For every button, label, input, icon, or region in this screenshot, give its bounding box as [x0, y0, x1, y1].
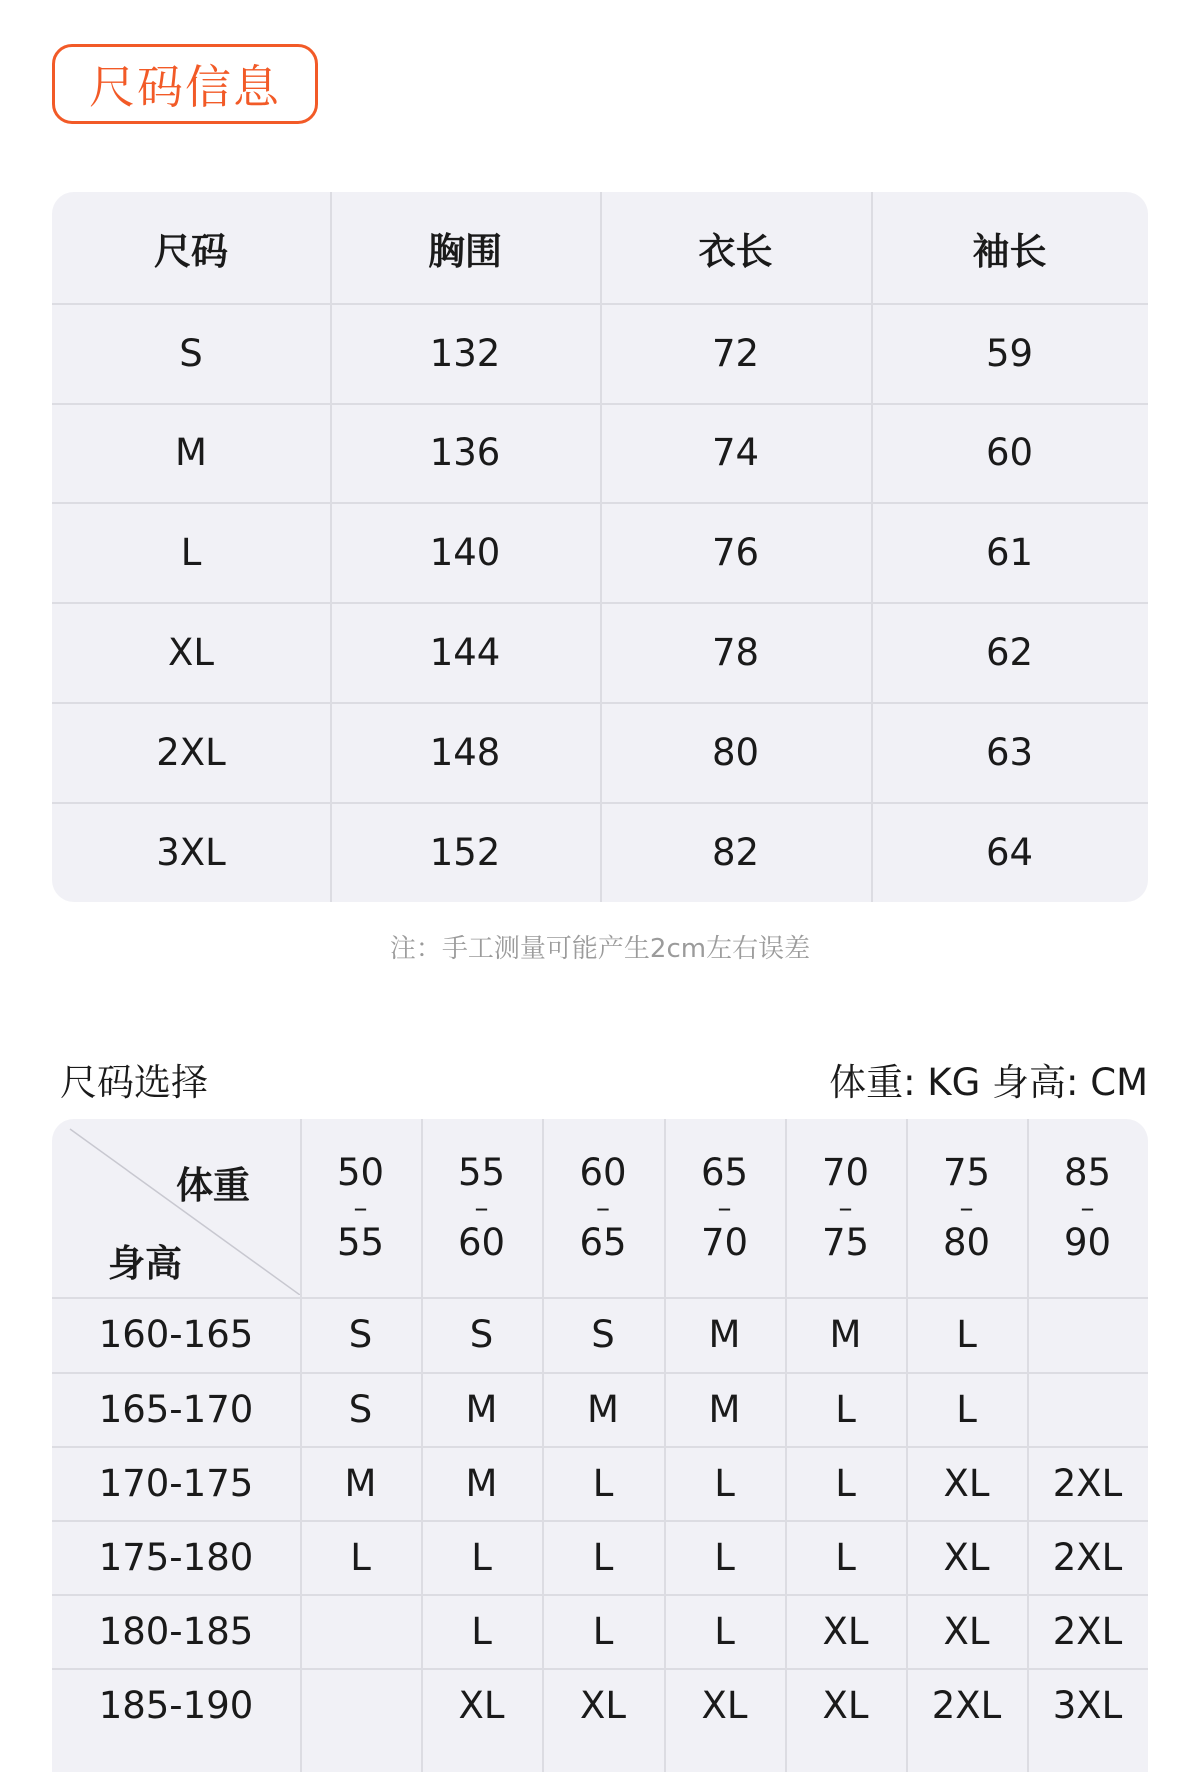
size-cell: XL: [943, 1609, 990, 1653]
table-cell: 60: [985, 431, 1034, 474]
size-cell: S: [469, 1313, 494, 1356]
size-cell: [300, 1594, 421, 1668]
table-cell: 144: [429, 630, 501, 674]
table-cell: 59: [985, 331, 1034, 375]
table-cell: 64: [985, 830, 1034, 874]
weight-range-to: 75: [821, 1221, 870, 1264]
weight-range-header: [664, 1119, 785, 1297]
weight-range-to: 65: [579, 1221, 627, 1264]
column-header: 胸围: [428, 229, 502, 273]
table-cell: M: [175, 431, 207, 474]
size-cell: XL: [701, 1683, 748, 1727]
weight-range-header: [421, 1119, 542, 1297]
weight-range-header: [300, 1119, 421, 1297]
size-cell: M: [587, 1387, 619, 1431]
size-cell: [1027, 1372, 1148, 1446]
table-cell: 72: [711, 331, 760, 375]
weight-range-to: 90: [1063, 1221, 1112, 1264]
weight-range-sep: –: [596, 1191, 610, 1224]
table-cell: 63: [985, 730, 1034, 774]
weight-range-from: 50: [336, 1151, 385, 1194]
size-cell: L: [956, 1387, 977, 1431]
size-cell: M: [465, 1461, 498, 1505]
size-cell: M: [829, 1313, 862, 1356]
size-cell: [1027, 1297, 1148, 1372]
size-select-units: 体重: KG 身高: CM: [829, 1061, 1148, 1104]
size-info-table: [52, 192, 1148, 902]
size-cell: L: [592, 1535, 614, 1579]
corner-weight-label: 体重: [176, 1164, 250, 1207]
table-cell: 3XL: [156, 830, 226, 874]
table-cell: 136: [429, 431, 501, 474]
size-cell: XL: [458, 1683, 505, 1727]
weight-range-to: 80: [942, 1221, 991, 1264]
table-cell: 152: [429, 830, 501, 874]
height-range-label: 180-185: [98, 1609, 254, 1653]
table-cell: XL: [168, 630, 214, 674]
table-cell: 61: [985, 530, 1034, 574]
size-cell: L: [592, 1609, 614, 1653]
weight-range-sep: –: [959, 1191, 974, 1224]
weight-range-header: [906, 1119, 1027, 1297]
size-cell: M: [708, 1387, 741, 1431]
size-cell: 2XL: [1052, 1535, 1123, 1579]
size-cell: S: [348, 1313, 373, 1356]
height-range-label: 170-175: [98, 1461, 254, 1505]
size-cell: 3XL: [1052, 1683, 1123, 1727]
corner-height-label: 身高: [108, 1242, 182, 1285]
table-cell: 74: [711, 431, 760, 474]
height-range-label: 160-165: [98, 1313, 254, 1356]
weight-range-header: [785, 1119, 906, 1297]
size-cell: L: [835, 1535, 856, 1579]
weight-range-header: [1027, 1119, 1148, 1297]
measurement-note: 注：手工测量可能产生2cm左右误差: [389, 934, 811, 964]
size-cell: M: [344, 1461, 377, 1505]
weight-range-sep: –: [353, 1191, 368, 1224]
table-cell: 2XL: [156, 730, 226, 774]
column-header: 袖长: [972, 229, 1047, 273]
weight-range-header: [542, 1119, 664, 1297]
size-cell: L: [592, 1461, 614, 1505]
height-range-label: 165-170: [98, 1387, 254, 1431]
weight-range-to: 55: [336, 1221, 385, 1264]
table-cell: 82: [711, 830, 760, 874]
table-cell: S: [179, 331, 203, 375]
size-cell: S: [348, 1387, 373, 1431]
table-cell: 140: [429, 530, 501, 574]
weight-range-sep: –: [717, 1191, 732, 1224]
table-cell: L: [180, 530, 202, 574]
weight-range-from: 75: [942, 1151, 991, 1194]
size-cell: L: [956, 1313, 977, 1356]
table-cell: 132: [429, 331, 501, 375]
height-range-label: 185-190: [98, 1683, 254, 1727]
weight-range-to: 70: [700, 1221, 749, 1264]
table-cell: 148: [429, 730, 501, 774]
weight-range-from: 70: [821, 1151, 870, 1194]
weight-range-from: 55: [457, 1151, 506, 1194]
size-cell: XL: [943, 1535, 990, 1579]
table-cell: 78: [711, 630, 760, 674]
size-cell: M: [708, 1313, 741, 1356]
size-cell: L: [471, 1535, 492, 1579]
weight-range-sep: –: [1080, 1191, 1095, 1224]
size-cell: [300, 1668, 421, 1742]
size-select-title: 尺码选择: [60, 1061, 208, 1104]
size-cell: 2XL: [931, 1683, 1002, 1727]
table-cell: 76: [711, 530, 760, 574]
size-select-table: [52, 1119, 1148, 1772]
size-cell: XL: [822, 1683, 869, 1727]
size-cell: L: [835, 1461, 856, 1505]
size-cell: XL: [943, 1461, 990, 1505]
section-title-badge: [52, 44, 318, 124]
weight-range-from: 60: [579, 1151, 627, 1194]
table-cell: 62: [985, 630, 1034, 674]
weight-range-sep: –: [838, 1191, 853, 1224]
column-header: 尺码: [154, 229, 228, 273]
size-cell: L: [471, 1609, 492, 1653]
weight-range-sep: –: [474, 1191, 489, 1224]
size-cell: S: [591, 1313, 615, 1356]
size-cell: M: [465, 1387, 498, 1431]
weight-range-from: 85: [1063, 1151, 1112, 1194]
height-range-label: 175-180: [98, 1535, 254, 1579]
size-cell: 2XL: [1052, 1461, 1123, 1505]
section-title: 尺码信息: [89, 60, 281, 114]
weight-range-to: 60: [457, 1221, 506, 1264]
size-cell: XL: [580, 1683, 626, 1727]
size-cell: L: [350, 1535, 371, 1579]
size-cell: XL: [822, 1609, 869, 1653]
table-cell: 80: [711, 730, 760, 774]
weight-range-from: 65: [700, 1151, 749, 1194]
size-cell: L: [714, 1461, 735, 1505]
column-header: 衣长: [698, 229, 773, 273]
size-cell: L: [714, 1609, 735, 1653]
size-cell: 2XL: [1052, 1609, 1123, 1653]
size-cell: L: [835, 1387, 856, 1431]
size-cell: L: [714, 1535, 735, 1579]
